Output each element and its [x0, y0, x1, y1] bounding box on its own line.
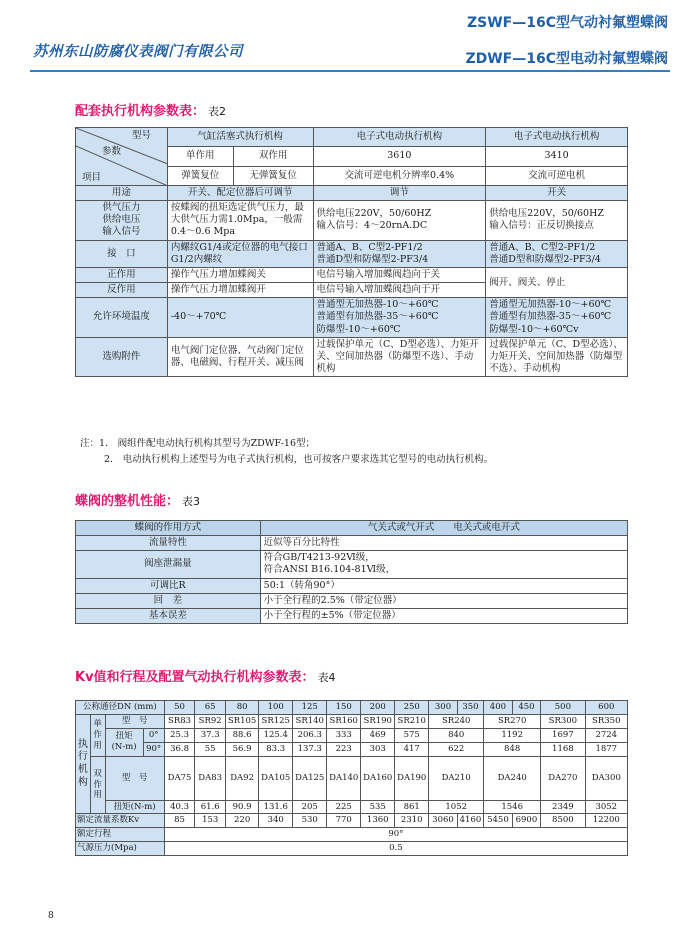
single-acting: 单作用 [167, 147, 233, 166]
torque-90: 1877 [585, 742, 627, 756]
positive-pneumatic: 操作气压力增加蝶阀关 [167, 267, 313, 282]
torque-90: 622 [429, 742, 484, 756]
performance-label: 可调比R [76, 578, 261, 593]
model-title-electric: ZDWF—16C型电动衬氟塑蝶阀 [465, 51, 668, 67]
dn-cell: 80 [226, 701, 259, 715]
torque-0: 469 [361, 728, 395, 742]
double-torque: 1052 [429, 800, 484, 814]
header-rule [30, 70, 670, 72]
torque-90: 223 [327, 742, 361, 756]
double-model: DA83 [195, 756, 226, 800]
torque-0: 1697 [541, 728, 585, 742]
supply-electric-2: 供给电压220V，50/60HZ 输入信号：正反切换接点 [486, 201, 628, 240]
double-model: DA125 [293, 756, 327, 800]
performance-row [76, 578, 628, 593]
kv-value: 12200 [585, 814, 627, 828]
head-pneumatic: 气缸活塞式执行机构 [167, 128, 313, 147]
torque-0: 1192 [484, 728, 541, 742]
air-pressure-value: 0.5 [164, 842, 627, 856]
torque-90: 137.3 [293, 742, 327, 756]
actuator-params-table [75, 127, 628, 377]
double-torque: 131.6 [259, 800, 293, 814]
torque-90: 417 [395, 742, 429, 756]
double-model: DA240 [484, 756, 541, 800]
kv-value: 530 [293, 814, 327, 828]
ac-resolution: 交流可逆电机分辨率0.4% [313, 166, 486, 185]
use-electric-1: 调节 [313, 186, 486, 201]
head-electric-2: 电子式电动执行机构 [486, 128, 628, 147]
double-torque: 205 [293, 800, 327, 814]
double-torque: 225 [327, 800, 361, 814]
double-model: DA210 [429, 756, 484, 800]
performance-row [76, 608, 628, 623]
kv-value: 8500 [541, 814, 585, 828]
actuator-label: 执 行 机 构 [76, 714, 91, 814]
double-torque: 61.6 [195, 800, 226, 814]
air-pressure-label: 气源压力(Mpa) [76, 842, 165, 856]
diagonal-header-cell: 型号 参数 项目 [76, 128, 168, 186]
single-model: SR270 [484, 714, 541, 728]
torque-0: 206.3 [293, 728, 327, 742]
single-model: SR125 [259, 714, 293, 728]
torque-0: 37.3 [195, 728, 226, 742]
dn-cell: 350 [457, 701, 483, 715]
kv-value: 4160 [457, 814, 483, 828]
torque-0: 575 [395, 728, 429, 742]
table2-title: 配套执行机构参数表： 表2 [75, 104, 227, 119]
accessories-pneumatic: 电气阀门定位器、气动阀门定位器、电磁阀、行程开关、减压阀 [167, 337, 313, 376]
torque-0: 125.4 [259, 728, 293, 742]
dn-cell: 600 [585, 701, 627, 715]
positive-action-label: 正作用 [76, 267, 168, 282]
single-model: SR92 [195, 714, 226, 728]
double-torque: 2349 [541, 800, 585, 814]
kv-value: 3060 [429, 814, 458, 828]
double-model-label: 型 号 [105, 756, 164, 800]
dn-cell: 100 [259, 701, 293, 715]
no-spring-return: 无弹簧复位 [233, 166, 313, 185]
reverse-electric: 电信号输入增加蝶阀趋向于开 [313, 283, 486, 298]
performance-value: 气关式或气开式 电关式或电开式 [260, 521, 627, 536]
dn-cell: 150 [327, 701, 361, 715]
env-temp-electric-2: 普通型无加热器-10～+60℃ 普通型有加热器-35～+60℃ 防爆型-10～+60℃v [486, 298, 628, 337]
double-torque: 3052 [585, 800, 627, 814]
model-title-pneumatic: ZSWF—16C型气动衬氟塑蝶阀 [467, 15, 668, 31]
valve-performance-table [75, 520, 628, 624]
torque-90: 303 [361, 742, 395, 756]
port-electric-1: 普通A、B、C型2-PF1/2 普通D型和防爆型2-PF3/4 [313, 240, 486, 267]
use-pneumatic: 开关、配定位器后可调节 [167, 186, 313, 201]
torque-90: 56.9 [226, 742, 259, 756]
double-model: DA190 [395, 756, 429, 800]
supply-label: 供气压力 供给电压 输入信号 [76, 201, 168, 240]
performance-row [76, 551, 628, 578]
accessories-electric-1: 过载保护单元（C、D型必选）、力矩开关、空间加热器（防爆型不选）、手动机构 [313, 337, 486, 376]
stroke-label: 额定行程 [76, 828, 165, 842]
performance-label: 基本误差 [76, 608, 261, 623]
torque-90: 36.8 [164, 742, 195, 756]
port-electric-2: 普通A、B、C型2-PF1/2 普通D型和防爆型2-PF3/4 [486, 240, 628, 267]
single-model: SR300 [541, 714, 585, 728]
kv-value: 220 [226, 814, 259, 828]
dn-cell: 65 [195, 701, 226, 715]
dn-label: 公称通径DN (mm) [76, 701, 165, 715]
double-torque: 861 [395, 800, 429, 814]
double-model: DA92 [226, 756, 259, 800]
reverse-action-label: 反作用 [76, 283, 168, 298]
kv-label: 额定流量系数Kv [76, 814, 165, 828]
double-model: DA75 [164, 756, 195, 800]
performance-row [76, 521, 628, 536]
dn-cell: 500 [541, 701, 585, 715]
kv-value: 340 [259, 814, 293, 828]
page-number: 8 [48, 911, 54, 921]
torque-0: 25.3 [164, 728, 195, 742]
kv-value: 1360 [361, 814, 395, 828]
performance-row [76, 593, 628, 608]
torque-90: 55 [195, 742, 226, 756]
port-label: 接 口 [76, 240, 168, 267]
single-model: SR350 [585, 714, 627, 728]
accessories-label: 选购附件 [76, 337, 168, 376]
table4-title: Kv值和行程及配置气动执行机构参数表： 表4 [75, 670, 336, 685]
double-torque: 90.9 [226, 800, 259, 814]
double-acting: 双作用 [233, 147, 313, 166]
torque-0: 88.6 [226, 728, 259, 742]
use-electric-2: 开关 [486, 186, 628, 201]
use-label: 用途 [76, 186, 168, 201]
performance-row [76, 536, 628, 551]
port-pneumatic: 内螺纹G1/4或定位器的电气接口G1/2内螺纹 [167, 240, 313, 267]
double-model: DA105 [259, 756, 293, 800]
double-torque: 40.3 [164, 800, 195, 814]
single-model: SR190 [361, 714, 395, 728]
deg-0-label: 0° [143, 728, 164, 742]
notes [80, 436, 493, 468]
performance-value: 50:1（转角90°） [260, 578, 627, 593]
double-model: DA160 [361, 756, 395, 800]
company-name: 苏州东山防腐仪表阀门有限公司 [33, 44, 243, 60]
torque-90: 1168 [541, 742, 585, 756]
stroke-value: 90° [164, 828, 627, 842]
env-temp-label: 允许环境温度 [76, 298, 168, 337]
torque-0: 333 [327, 728, 361, 742]
table3-title: 蝶阀的整机性能： 表3 [75, 494, 201, 509]
kv-value: 6900 [512, 814, 541, 828]
model-3410: 3410 [486, 147, 628, 166]
kv-value: 5450 [484, 814, 513, 828]
performance-value: 近似等百分比特性 [260, 536, 627, 551]
supply-pneumatic: 按蝶阀的扭矩选定供气压力，最大供气压力需1.0Mpa，一般需0.4～0.6 Mpa [167, 201, 313, 240]
double-model: DA300 [585, 756, 627, 800]
dn-cell: 300 [429, 701, 458, 715]
single-model: SR240 [429, 714, 484, 728]
performance-label: 阀座泄漏量 [76, 551, 261, 578]
performance-label: 流量特性 [76, 536, 261, 551]
double-torque: 1546 [484, 800, 541, 814]
performance-value: 符合GB/T4213-92Ⅵ级， 符合ANSI B16.104-81Ⅵ级， [260, 551, 627, 578]
kv-value: 85 [164, 814, 195, 828]
note-2: 2. 电动执行机构上述型号为电子式执行机构，也可按客户要求选其它型号的电动执行机构。 [104, 454, 494, 466]
single-model: SR83 [164, 714, 195, 728]
torque-0: 2724 [585, 728, 627, 742]
double-acting-label: 双 作 用 [90, 756, 105, 814]
dn-cell: 250 [395, 701, 429, 715]
torque-90: 848 [484, 742, 541, 756]
single-model: SR105 [226, 714, 259, 728]
kv-value: 2310 [395, 814, 429, 828]
ac-motor: 交流可逆电机 [486, 166, 628, 185]
dn-cell: 125 [293, 701, 327, 715]
env-temp-pneumatic: -40～+70℃ [167, 298, 313, 337]
kv-value: 770 [327, 814, 361, 828]
double-model: DA270 [541, 756, 585, 800]
kv-value: 153 [195, 814, 226, 828]
dn-cell: 50 [164, 701, 195, 715]
performance-value: 小于全行程的2.5%（带定位器） [260, 593, 627, 608]
kv-stroke-table [75, 700, 628, 856]
single-model: SR160 [327, 714, 361, 728]
positive-electric: 电信号输入增加蝶阀趋向于关 [313, 267, 486, 282]
dn-cell: 450 [512, 701, 541, 715]
dn-cell: 400 [484, 701, 513, 715]
model-3610: 3610 [313, 147, 486, 166]
torque-label: 扭矩 (N-m) [105, 728, 143, 756]
spring-return: 弹簧复位 [167, 166, 233, 185]
double-torque-label: 扭矩(N-m) [105, 800, 164, 814]
head-electric-1: 电子式电动执行机构 [313, 128, 486, 147]
reverse-pneumatic: 操作气压力增加蝶阀开 [167, 283, 313, 298]
single-model-label: 型 号 [105, 714, 164, 728]
env-temp-electric-1: 普通型无加热器-10～+60℃ 普通型有加热器-35～+60℃ 防爆型-10～+60℃ [313, 298, 486, 337]
single-model: SR210 [395, 714, 429, 728]
torque-90: 83.3 [259, 742, 293, 756]
double-torque: 535 [361, 800, 395, 814]
single-acting-label: 单 作 用 [90, 714, 105, 756]
performance-label: 蝶阀的作用方式 [76, 521, 261, 536]
deg-90-label: 90° [143, 742, 164, 756]
action-electric-2: 阀开、阀关、停止 [486, 267, 628, 297]
accessories-electric-2: 过载保护单元（C、D型必选）、力矩开关、空间加热器（防爆型不选）、手动机构 [486, 337, 628, 376]
performance-value: 小于全行程的±5%（带定位器） [260, 608, 627, 623]
dn-cell: 200 [361, 701, 395, 715]
single-model: SR140 [293, 714, 327, 728]
supply-electric-1: 供给电压220V，50/60HZ 输入信号：4～20rnA.DC [313, 201, 486, 240]
double-model: DA140 [327, 756, 361, 800]
torque-0: 840 [429, 728, 484, 742]
performance-label: 回 差 [76, 593, 261, 608]
note-1: 注：1. 阀组件配电动执行机构其型号为ZDWF-16型； [80, 438, 316, 449]
